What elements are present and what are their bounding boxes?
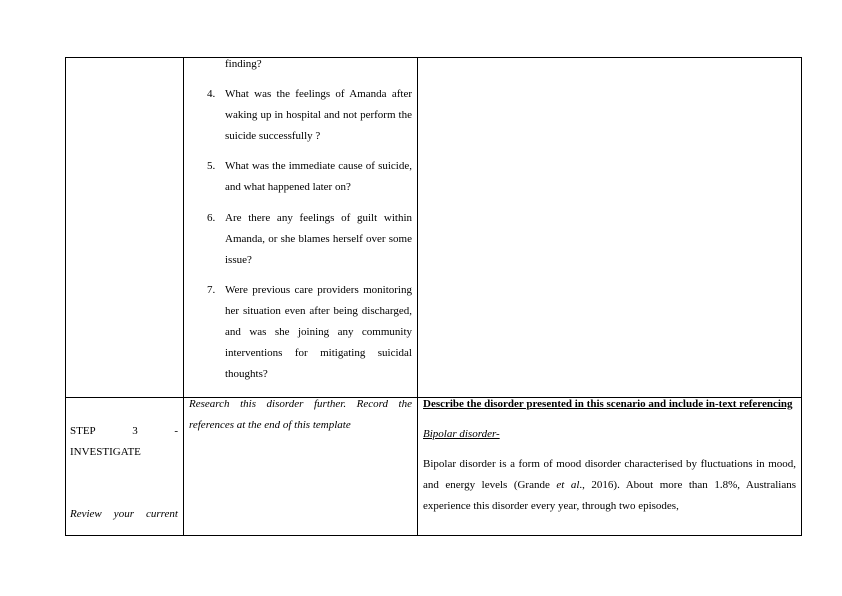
question-list <box>184 84 412 384</box>
section-heading: Describe the disorder presented in this scenario and include in-text referencing <box>423 398 793 410</box>
disorder-body: Bipolar disorder is a form of mood disorder characterised by fluctuations in mood, and energy levels (Grande et al., 2016). About more than 1.8%, Australians experience this disorder every year, through two episodes, <box>423 458 796 512</box>
assessment-table <box>65 57 802 536</box>
question-item: 4. What was the feelings of Amanda after waking up in hospital and not perform the suicide successfully ? <box>207 88 412 142</box>
question-fragment: finding? <box>225 58 262 70</box>
step-name: INVESTIGATE <box>70 446 141 458</box>
table-top-border <box>65 57 802 58</box>
step-cell <box>70 421 178 463</box>
question-item: 6. Are there any feelings of guilt within Amanda, or she blames herself over some issue? <box>207 211 412 266</box>
question-item: 7. Were previous care providers monitoring her situation even after being discharged, and was she joining any community interventions for mitigating suicidal thoughts? <box>207 284 412 380</box>
questions-cell <box>184 54 412 394</box>
table-right-border <box>801 57 802 536</box>
disorder-subheading: Bipolar disorder- <box>423 428 500 440</box>
table-bottom-border <box>65 535 802 536</box>
table-left-border <box>65 57 66 536</box>
step-label: STEP 3 - <box>70 425 178 437</box>
question-item: 5. What was the immediate cause of suicide, and what happened later on? <box>207 160 412 194</box>
review-text: Review your current <box>70 508 178 520</box>
column-divider-2 <box>417 57 418 536</box>
disorder-description-cell <box>423 394 796 517</box>
research-instruction: Research this disorder further. Record the references at the end of this template <box>189 398 412 431</box>
